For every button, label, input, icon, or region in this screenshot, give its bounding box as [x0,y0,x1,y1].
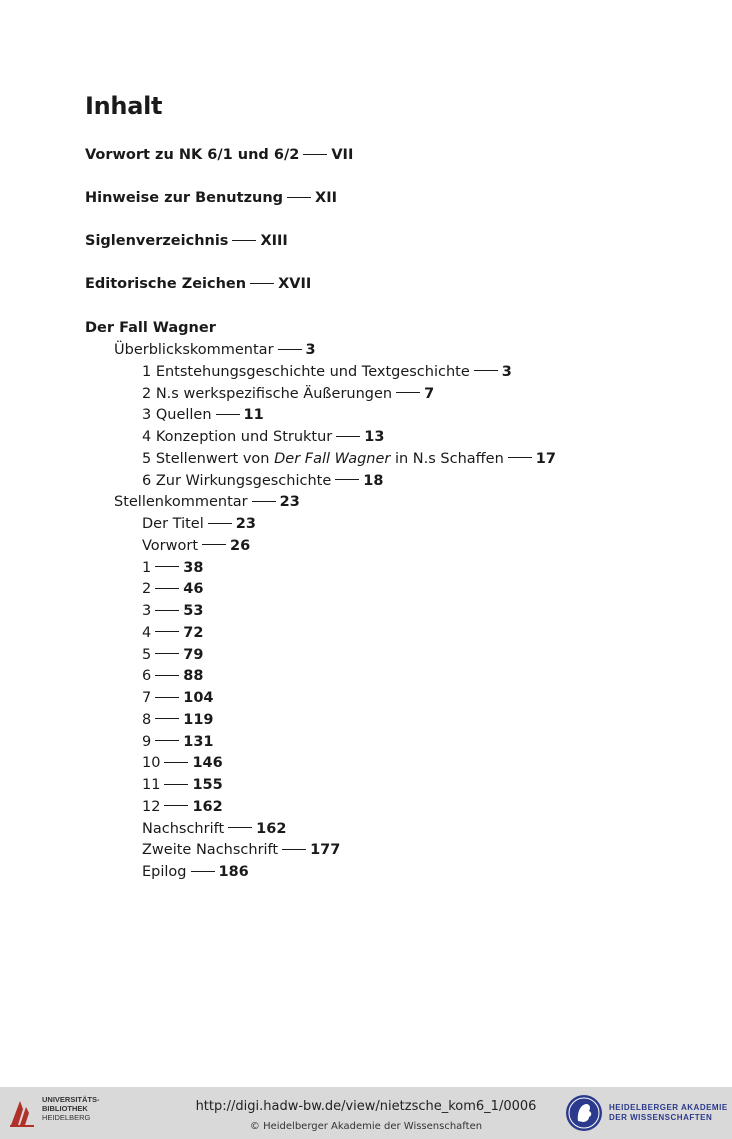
toc-entry-italic-title: Der Fall Wagner [274,450,391,467]
toc-page-number: 131 [183,733,214,750]
toc-entry [142,601,203,621]
toc-entry-title: Zweite Nachschrift [142,842,279,859]
toc-leader-dash [396,392,420,393]
toc-leader-dash [155,718,179,719]
toc-entry-title: 10 [142,755,161,772]
toc-page-number: 177 [310,842,341,859]
toc-leader-dash [208,523,232,524]
toc-entry-title: 7 [142,690,152,706]
toc-entry [142,536,250,556]
toc-leader-dash [155,740,179,741]
toc-entry-title: 3 Quellen [142,407,212,424]
toc-leader-dash [335,479,359,480]
toc-entry [142,732,214,752]
toc-entry [142,558,203,578]
toc-page-number: 3 [305,342,316,358]
toc-entry-title: Hinweise zur Benutzung [85,190,284,206]
toc-leader-dash [287,197,311,198]
toc-page-number: 23 [279,494,300,511]
academy-logo[interactable] [565,1093,730,1133]
toc-page-number: 162 [256,820,287,837]
toc-page-number: 13 [364,429,385,445]
toc-entry-title: 5 Stellenwert von [142,450,275,467]
toc-entry [142,384,434,404]
toc-entry [142,775,223,795]
toc-entry-title: Überblickskommentar [114,342,274,358]
toc-leader-dash [155,653,179,654]
toc-entry [142,514,256,534]
toc-entry-title: Vorwort [142,537,199,554]
academy-logo-line-1: HEIDELBERGER AKADEMIE [609,1103,728,1112]
academy-seal-icon [565,1093,603,1133]
toc-entry-title: 1 Entstehungsgeschichte und Textgeschichte [142,363,470,380]
toc-entry [142,427,384,447]
toc-page-number: 26 [230,537,251,554]
toc-entry [142,666,203,686]
toc-entry [142,862,249,882]
toc-page-number: 7 [424,385,435,402]
toc-page-number: 104 [183,690,214,706]
toc-entry [142,710,214,730]
toc-entry [85,145,353,165]
toc-page-number: 119 [183,711,214,728]
toc-leader-dash [250,283,274,284]
toc-leader-dash [303,154,327,155]
viewer-footer [0,1087,732,1139]
library-logo-line-3: HEIDELBERG [42,1113,91,1122]
toc-entry-title: 9 [142,733,152,750]
toc-entry-title: Stellenkommentar [114,494,248,511]
toc-leader-dash [252,501,276,502]
toc-page-number: 88 [183,668,204,685]
toc-entry [85,231,288,251]
toc-entry-title: 2 N.s werkspezifische Äußerungen [142,385,393,402]
toc-entry [142,797,223,817]
toc-entry [85,188,337,208]
toc-leader-dash [164,784,188,785]
toc-entry-title: 5 [142,646,152,663]
toc-leader-dash [155,610,179,611]
toc-leader-dash [164,805,188,806]
copyright-notice: © Heidelberger Akademie der Wissenschaften [249,1121,483,1132]
toc-entry-title: Epilog [142,864,187,880]
toc-page-number: 38 [183,559,204,576]
toc-entry [142,645,203,665]
toc-page-number: 162 [192,798,223,815]
toc-leader-dash [282,849,306,850]
toc-page-number: 11 [243,407,264,424]
toc-leader-dash [508,457,532,458]
toc-entry-title: 11 [142,777,161,793]
toc-entry [142,405,264,425]
toc-entry-title: 12 [142,798,161,815]
toc-leader-dash [228,827,252,828]
toc-leader-dash [336,436,360,437]
toc-entry-title: Der Fall Wagner [85,320,216,336]
toc-entry [142,579,203,599]
toc-page-number: 79 [183,646,204,663]
toc-page-number: XIII [260,233,288,249]
toc-entry-title: 2 [142,581,152,598]
toc-entry [142,840,340,860]
toc-page-number: 18 [363,472,384,489]
toc-entry [142,623,203,643]
toc-entry [142,471,383,491]
toc-leader-dash [191,871,215,872]
toc-entry [114,340,316,360]
toc-entry [142,449,556,469]
toc-leader-dash [202,544,226,545]
toc-page-number: 17 [535,450,556,467]
toc-leader-dash [155,631,179,632]
toc-page-number: 3 [501,363,512,380]
toc-leader-dash [155,675,179,676]
toc-entry-title-suffix: in N.s Schaffen [390,450,504,467]
page-heading: Inhalt [85,92,163,120]
toc-leader-dash [155,697,179,698]
library-logo-line-2: BIBLIOTHEK [42,1104,88,1113]
toc-entry [142,753,223,773]
toc-leader-dash [474,370,498,371]
toc-leader-dash [216,414,240,415]
academy-logo-line-2: DER WISSENSCHAFTEN [609,1113,713,1122]
toc-leader-dash [164,762,188,763]
toc-entry-title: Editorische Zeichen [85,276,247,292]
toc-entry-title: 4 [142,624,152,641]
toc-entry-title: Siglenverzeichnis [85,233,229,249]
toc-entry-title: 3 [142,603,152,619]
toc-page-number: 23 [235,516,256,532]
toc-entry [142,819,286,839]
toc-entry [142,688,214,708]
toc-leader-dash [278,349,302,350]
toc-leader-dash [155,588,179,589]
toc-entry-title: 4 Konzeption und Struktur [142,429,333,445]
toc-entry-title: 1 [142,559,152,576]
toc-entry [142,362,512,382]
toc-page-number: VII [331,147,354,163]
toc-page-number: XVII [278,276,312,292]
toc-page-number: 53 [183,603,204,619]
toc-entry-title: 8 [142,711,152,728]
toc-page-number: 155 [192,777,223,793]
toc-entry [85,318,216,338]
toc-entry-title: 6 Zur Wirkungsgeschichte [142,472,332,489]
library-logo-line-1: UNIVERSITÄTS- [42,1095,100,1104]
toc-page-number: 146 [192,755,223,772]
toc-entry-title: Nachschrift [142,820,225,837]
toc-page-number: 72 [183,624,204,641]
toc-page-number: 186 [218,864,249,880]
toc-page-number: 46 [183,581,204,598]
source-url-link[interactable]: http://digi.hadw-bw.de/view/nietzsche_kom6_1/0006 [195,1099,537,1114]
toc-entry-title: Der Titel [142,516,204,532]
toc-page-number: XII [315,190,338,206]
toc-leader-dash [155,566,179,567]
toc-leader-dash [232,240,256,241]
toc-entry-title: Vorwort zu NK 6/1 und 6/2 [85,147,300,163]
toc-entry [114,492,300,512]
toc-entry-title: 6 [142,668,152,685]
toc-entry [85,274,311,294]
